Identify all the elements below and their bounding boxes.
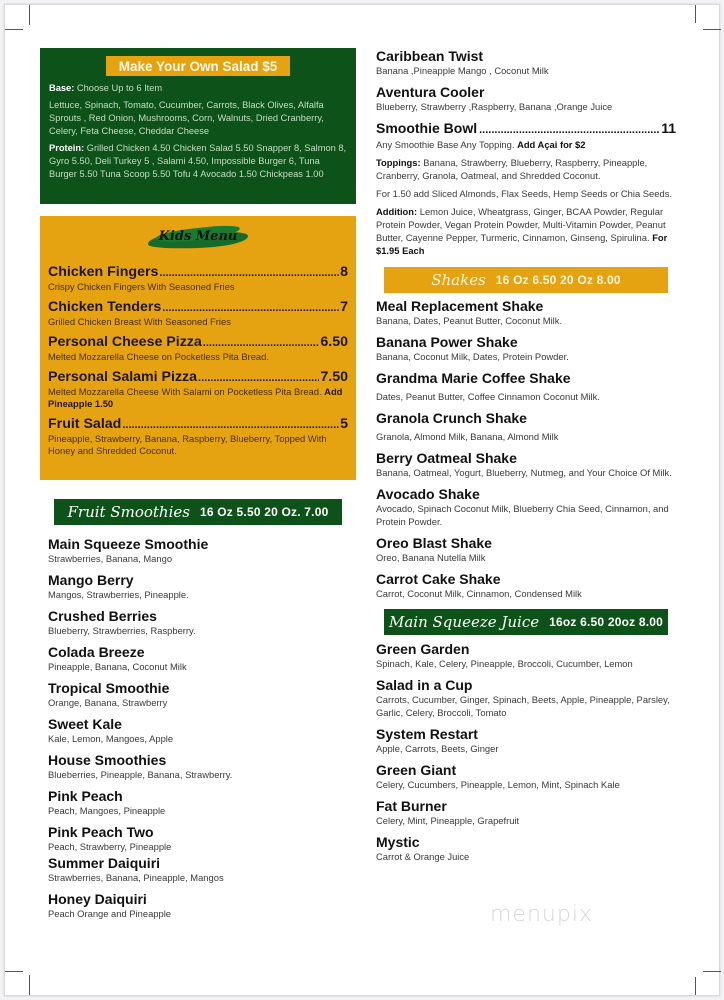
item-name: Grandma Marie Coffee Shake <box>376 370 571 386</box>
item-price: 11 <box>661 120 676 136</box>
item-description: Spinach, Kale, Celery, Pineapple, Broccoli, Cucumber, Lemon <box>376 658 633 669</box>
item-description: Carrots, Cucumber, Ginger, Spinach, Beets, Apple, Pineapple, Parsley, Garlic, Celery, Broccoli, Tomato <box>376 694 670 718</box>
item-name: Crushed Berries <box>48 608 157 624</box>
kids-item <box>48 334 348 363</box>
item-description: Grilled Chicken Breast With Seasoned Fries <box>48 316 231 327</box>
kids-item <box>48 299 348 328</box>
main-squeeze-juice-banner <box>384 609 668 635</box>
item-name: Salad in a Cup <box>376 677 473 693</box>
item-name: Carrot Cake Shake <box>376 571 501 587</box>
menu-item <box>376 726 676 755</box>
item-name: Meal Replacement Shake <box>376 298 544 314</box>
item-name: Caribbean Twist <box>376 48 484 64</box>
addition-text <box>376 205 676 257</box>
dot-leader <box>162 300 339 316</box>
shakes-banner <box>384 267 668 293</box>
item-description: Mangos, Strawberries, Pineapple. <box>48 589 189 600</box>
item-description: Pineapple, Banana, Coconut Milk <box>48 661 187 672</box>
size-pricing: 16 Oz 5.50 20 Oz. 7.00 <box>199 505 329 519</box>
shakes-list <box>376 298 676 600</box>
add-on-text: Add Pineapple 1.50 <box>48 386 343 409</box>
menu-item <box>376 370 676 403</box>
item-description: Strawberries, Banana, Mango <box>48 553 173 564</box>
item-price: 7 <box>340 299 348 315</box>
item-name: Green Giant <box>376 762 457 778</box>
crop-mark <box>5 971 23 972</box>
item-name: Banana Power Shake <box>376 334 518 350</box>
crop-mark <box>5 29 23 30</box>
left-column <box>40 48 356 927</box>
item-name: Granola Crunch Shake <box>376 410 527 426</box>
crop-mark <box>695 977 696 995</box>
menu-item <box>376 84 676 113</box>
menu-item <box>376 298 676 327</box>
item-name: Fruit Salad <box>48 416 122 432</box>
salad-title: Make Your Own Salad $5 <box>106 56 290 76</box>
menu-item <box>376 571 676 600</box>
kids-item <box>48 264 348 293</box>
protein-label: Protein: <box>49 143 85 153</box>
menu-item <box>376 334 676 363</box>
protein-text: Grilled Chicken 4.50 Chicken Salad 5.50 Snapper 8, Salmon 8, Gyro 5.50, Deli Turkey 5 , Salami 4.50, Impossible Burger 6, Tuna Burger 5.50 Tuna Scoop 5.50 Tofu 4 Avocado 1.50 Chickpeas 1.00 <box>49 143 347 179</box>
item-description: Banana, Oatmeal, Yogurt, Blueberry, Nutmeg, and Your Choice Of Milk. <box>376 467 672 478</box>
addition-list: Lemon Juice, Wheatgrass, Ginger, BCAA Powder, Regular Protein Powder, Vegan Protein Powder, Multi-Vitamin Powder, Peanut Butter, Cayenne Pepper, Turmeric, Cinnamon, Ginseng, Spirulina. <box>376 206 666 243</box>
item-description: Carrot, Coconut Milk, Cinnamon, Condensed Milk <box>376 588 582 599</box>
menu-item <box>376 48 676 77</box>
crop-mark <box>695 5 696 23</box>
desc-text: Any Smoothie Base Any Topping. <box>376 139 518 150</box>
item-name: Summer Daiquiri <box>48 855 161 871</box>
item-name: Chicken Tenders <box>48 299 162 315</box>
dot-leader <box>122 417 339 433</box>
item-description: Banana, Dates, Peanut Butter, Coconut Milk. <box>376 315 563 326</box>
size-pricing: 16oz 6.50 20oz 8.00 <box>549 615 663 629</box>
item-name: Green Garden <box>376 641 470 657</box>
item-price: 7.50 <box>320 369 348 385</box>
fruit-smoothies-list <box>40 536 356 920</box>
section-title: Shakes <box>431 271 486 289</box>
menu-item <box>376 450 676 479</box>
menu-item <box>48 788 356 817</box>
item-name: Personal Salami Pizza <box>48 369 198 385</box>
addition-price: For $1.95 Each <box>376 232 668 256</box>
item-name: Pink Peach <box>48 788 123 804</box>
item-description: Granola, Almond Milk, Banana, Almond Milk <box>376 431 559 442</box>
crop-mark <box>703 971 721 972</box>
item-description <box>376 138 676 151</box>
item-name: Sweet Kale <box>48 716 122 732</box>
section-title: Main Squeeze Juice <box>389 613 540 631</box>
item-description: Banana ,Pineapple Mango , Coconut Milk <box>376 65 549 76</box>
item-price: 6.50 <box>320 334 348 350</box>
menu-item <box>48 716 356 745</box>
menu-item <box>48 824 356 853</box>
item-description: Orange, Banana, Strawberry <box>48 697 168 708</box>
menu-item <box>48 680 356 709</box>
menu-item <box>376 641 676 670</box>
item-description: Peach, Strawberry, Pineapple <box>48 841 172 852</box>
item-name: Main Squeeze Smoothie <box>48 536 209 552</box>
menu-item <box>376 410 676 443</box>
item-price: 5 <box>340 416 348 432</box>
salad-protein <box>49 142 347 181</box>
item-name: Smoothie Bowl <box>376 120 478 136</box>
item-description: Peach Orange and Pineapple <box>48 908 172 919</box>
menu-item <box>48 891 356 920</box>
section-title: Fruit Smoothies <box>67 503 190 521</box>
menu-item <box>376 486 676 528</box>
menu-item <box>48 644 356 673</box>
menupix-watermark: menupix <box>490 902 593 927</box>
toppings-label: Toppings: <box>376 157 421 168</box>
item-description: Crispy Chicken Fingers With Seasoned Fries <box>48 281 235 292</box>
item-description <box>48 386 348 410</box>
item-name: Oreo Blast Shake <box>376 535 492 551</box>
item-description: Celery, Cucumbers, Pineapple, Lemon, Mint, Spinach Kale <box>376 779 620 790</box>
kids-item <box>48 369 348 410</box>
toppings-text <box>376 156 676 182</box>
dot-leader <box>159 265 339 281</box>
size-pricing: 16 Oz 6.50 20 Oz 8.00 <box>495 273 621 287</box>
menu-item <box>48 608 356 637</box>
item-description: Carrot & Orange Juice <box>376 851 470 862</box>
fruit-smoothies-banner <box>54 499 342 525</box>
item-description: Peach, Mangoes, Pineapple <box>48 805 166 816</box>
item-name: House Smoothies <box>48 752 167 768</box>
base-label: Base: <box>49 83 75 93</box>
item-name: Honey Daiquiri <box>48 891 147 907</box>
menu-item <box>48 572 356 601</box>
menu-item <box>48 536 356 565</box>
item-description: Dates, Peanut Butter, Coffee Cinnamon Coconut Milk. <box>376 391 600 402</box>
item-name: System Restart <box>376 726 478 742</box>
right-column <box>376 48 676 870</box>
item-description: Kale, Lemon, Mangoes, Apple <box>48 733 174 744</box>
seeds-text: For 1.50 add Sliced Almonds, Flax Seeds, Hemp Seeds or Chia Seeds. <box>376 188 672 199</box>
crop-mark <box>29 975 30 995</box>
item-description: Avocado, Spinach Coconut Milk, Blueberry Chia Seed, Cinnamon, and Protein Powder. <box>376 503 669 527</box>
kids-item <box>48 416 348 457</box>
item-description: Strawberries, Banana, Pineapple, Mangos <box>48 872 224 883</box>
item-description: Blueberry, Strawberry ,Raspberry, Banana ,Orange Juice <box>376 101 613 112</box>
item-description: Blueberry, Strawberries, Raspberry. <box>48 625 196 636</box>
item-description: Melted Mozzarella Cheese on Pocketless Pita Bread. <box>48 351 269 362</box>
menu-item <box>48 752 356 781</box>
crop-mark <box>29 5 30 25</box>
menu-item <box>376 535 676 564</box>
addition-label: Addition: <box>376 206 418 217</box>
item-name: Avocado Shake <box>376 486 480 502</box>
item-name: Berry Oatmeal Shake <box>376 450 517 466</box>
item-name: Fat Burner <box>376 798 447 814</box>
kids-menu-badge <box>148 226 248 254</box>
item-name: Colada Breeze <box>48 644 145 660</box>
dot-leader <box>198 370 319 386</box>
kids-menu-section <box>40 216 356 480</box>
kids-menu-title: Kids Menu <box>158 229 238 244</box>
item-name: Tropical Smoothie <box>48 680 170 696</box>
item-name: Mango Berry <box>48 572 134 588</box>
item-description: Banana, Coconut Milk, Dates, Protein Powder. <box>376 351 569 362</box>
juice-list <box>376 641 676 863</box>
salad-base <box>49 82 347 95</box>
salad-base-items: Lettuce, Spinach, Tomato, Cucumber, Carrots, Black Olives, Alfalfa Sprouts , Red Onion, Mushrooms, Corn, Walnuts, Dried Cranberry, Celery, Feta Cheese, Cheddar Cheese <box>49 100 324 136</box>
base-text: Choose Up to 6 Item <box>74 83 163 93</box>
crop-mark <box>703 29 721 30</box>
item-price: 8 <box>340 264 348 280</box>
menu-item <box>376 677 676 719</box>
item-name: Mystic <box>376 834 420 850</box>
acai-add-on: Add Açai for $2 <box>517 139 586 150</box>
toppings-list: Banana, Strawberry, Blueberry, Raspberry, Pineapple, Cranberry, Granola, Oatmeal, and Shredded Coconut. <box>376 157 648 181</box>
menu-item <box>376 762 676 791</box>
menu-item <box>48 855 356 884</box>
item-name: Aventura Cooler <box>376 84 485 100</box>
item-name: Personal Cheese Pizza <box>48 334 202 350</box>
menu-item <box>376 798 676 827</box>
item-name: Chicken Fingers <box>48 264 159 280</box>
item-description: Blueberries, Pineapple, Banana, Strawberry. <box>48 769 233 780</box>
item-description: Pineapple, Strawberry, Banana, Raspberry, Blueberry, Topped With Honey and Shredded Coconut. <box>48 433 327 456</box>
dot-leader <box>203 335 320 351</box>
menu-item <box>376 834 676 863</box>
dot-leader <box>479 122 659 138</box>
item-description: Oreo, Banana Nutella Milk <box>376 552 486 563</box>
desc-text: Melted Mozzarella Cheese With Salami on Pocketless Pita Bread. <box>48 386 325 397</box>
smoothie-bowl-item <box>376 120 676 257</box>
make-your-own-salad-section <box>40 48 356 204</box>
item-name: Pink Peach Two <box>48 824 154 840</box>
item-description: Apple, Carrots, Beets, Ginger <box>376 743 499 754</box>
item-description: Celery, Mint, Pineapple, Grapefruit <box>376 815 520 826</box>
